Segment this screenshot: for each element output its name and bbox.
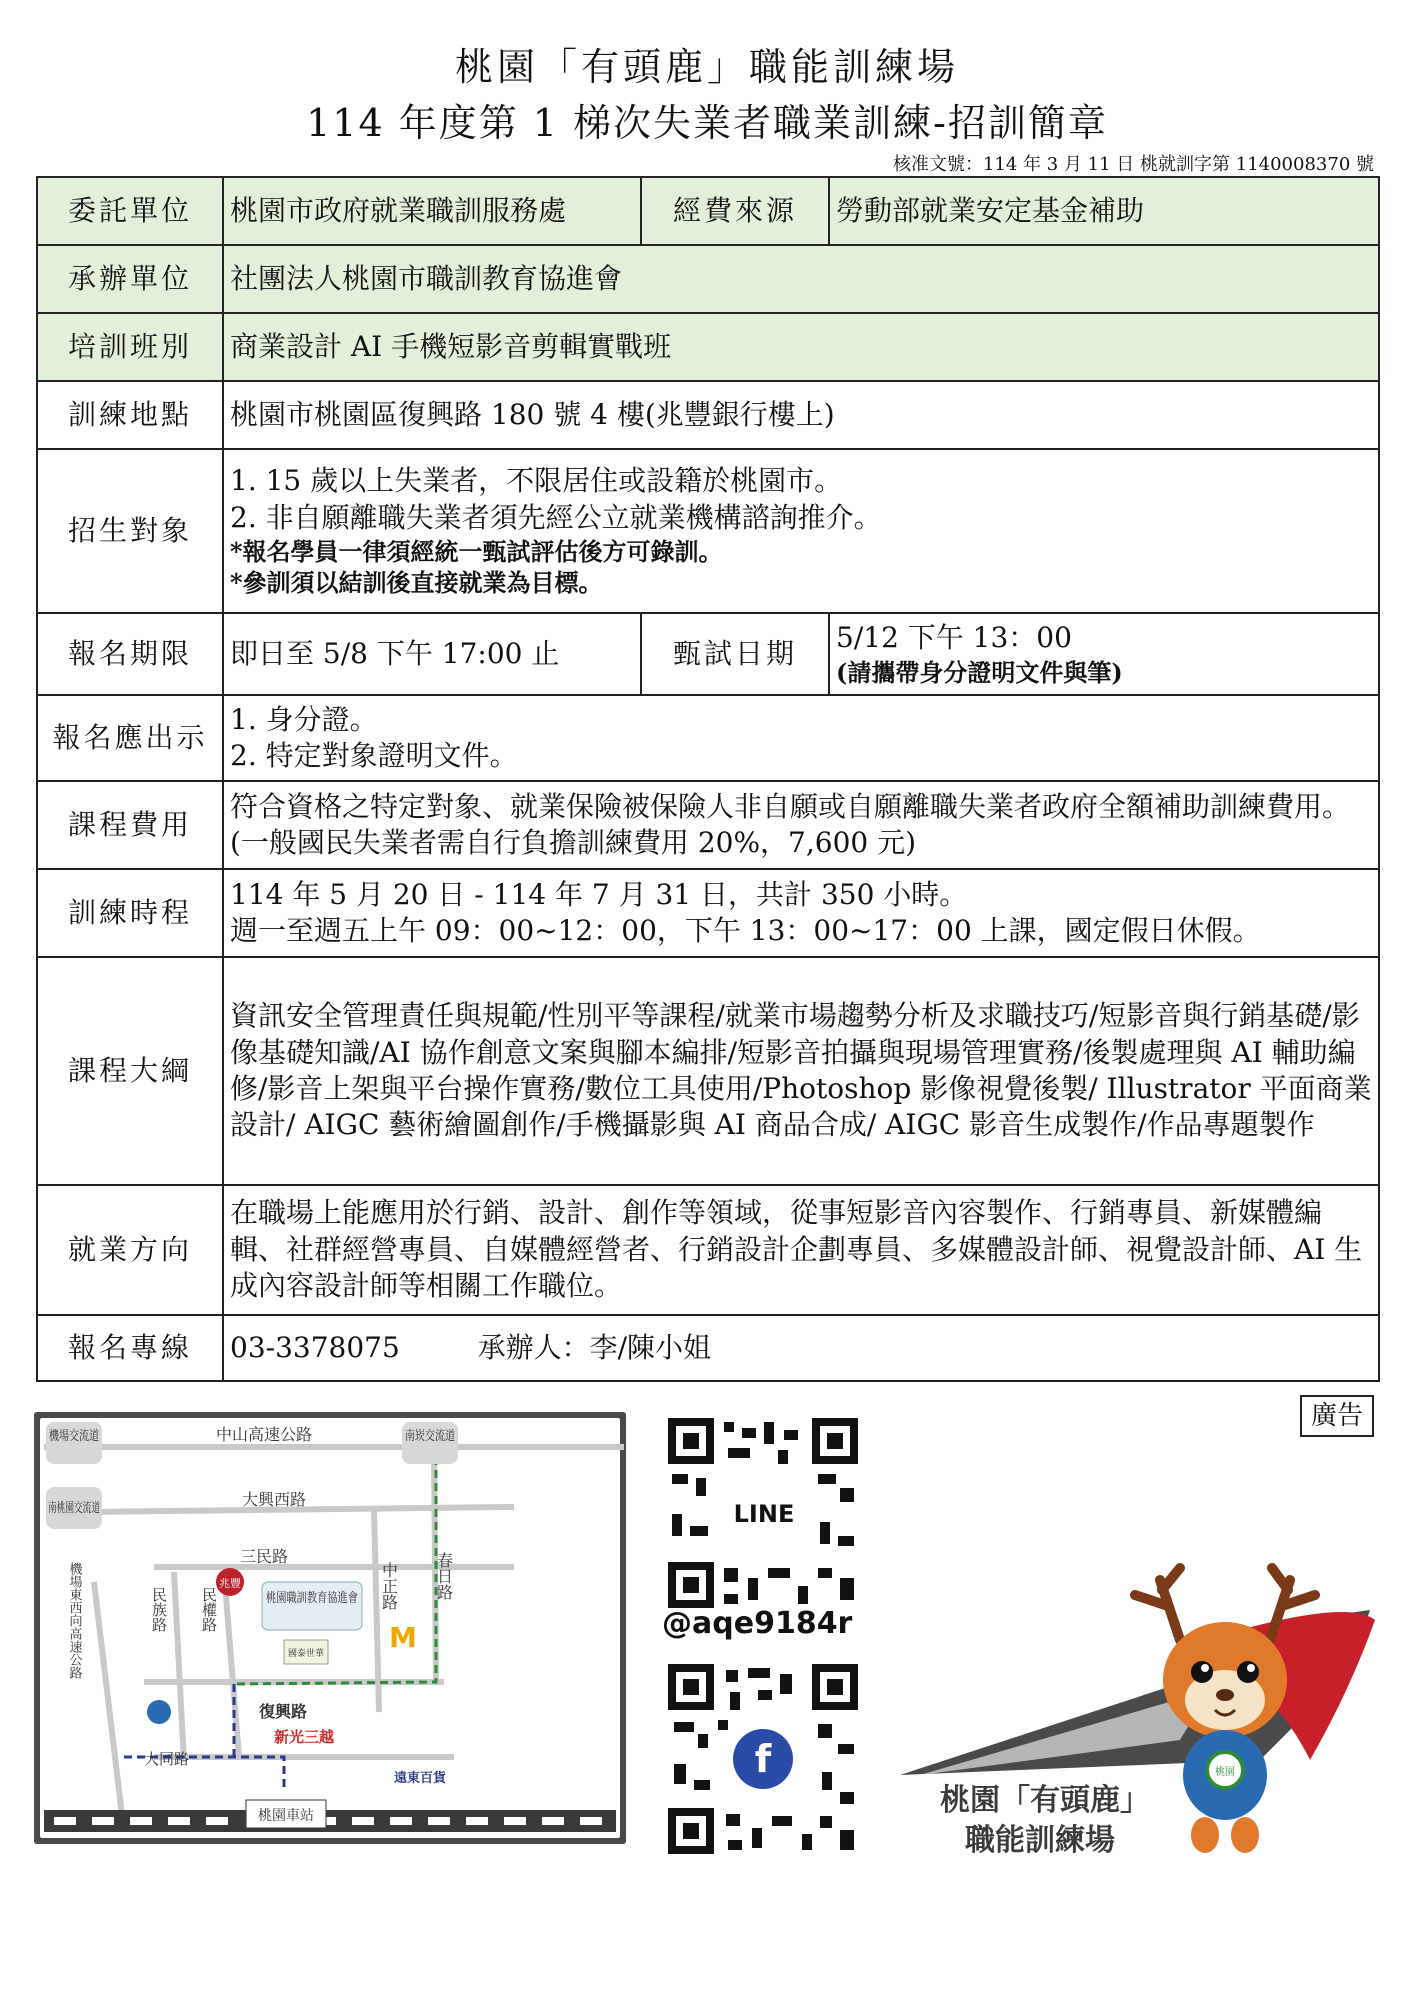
contact-value: 承辦人：李/陳小姐: [477, 1330, 712, 1364]
row-class: [37, 313, 1379, 381]
schedule-line-2: 週一至週五上午 09：00~12：00，下午 13：00~17：00 上課，國定假日休假。: [230, 914, 1261, 947]
sanmin-label: 三民路: [239, 1547, 289, 1566]
row-commission: [37, 177, 1379, 245]
schedule-line-1: 114 年 5 月 20 日 - 114 年 7 月 31 日，共計 350 小時。: [230, 877, 968, 911]
reg-period-label: 報名期限: [37, 613, 223, 695]
hotline-value: 03-3378075: [230, 1330, 400, 1364]
fee-value: 符合資格之特定對象、就業保險被保險人非自願或自願離職失業者政府全額補助訓練費用。(一般國民失業者需自行負擔訓練費用 20%，7,600 元): [223, 781, 1379, 869]
career-value: 在職場上能應用於行銷、設計、創作等領域，從事短影音內容製作、行銷專員、新媒體編輯、社群經營專員、自媒體經營者、行銷設計企劃專員、多媒體設計師、視覺設計師、AI 生成內容設計師等相關工作職位。: [223, 1185, 1379, 1315]
outline-label: 課程大綱: [37, 957, 223, 1185]
line-handle[interactable]: @aqe9184r: [662, 1606, 853, 1641]
target-item-2: 2. 非自願離職失業者須先經公立就業機構諮詢推介。: [230, 500, 882, 534]
east-west-fwy-label: 機場東西向高速公路: [66, 1562, 82, 1679]
target-note-1: *報名學員一律須經統一甄試評估後方可錄訓。: [230, 537, 723, 567]
location-value: 桃園市桃園區復興路 180 號 4 樓(兆豐銀行樓上): [223, 381, 1379, 449]
schedule-cell: [223, 869, 1379, 957]
page-subtitle: 114 年度第 1 梯次失業者職業訓練-招訓簡章: [306, 101, 1108, 145]
row-target: [37, 449, 1379, 613]
daxing-w-label: 大興西路: [241, 1490, 307, 1509]
fareastern-label: 遠東百貨: [394, 1771, 447, 1786]
outline-value: 資訊安全管理責任與規範/性別平等課程/就業市場趨勢分析及求職技巧/短影音與行銷基礎/影像基礎知識/AI 協作創意文案與腳本編排/短影音拍攝與現場管理實務/後製處理與 AI 輔助編修/影音上架與平台操作實務/數位工具使用/Photoshop 影像視覺後製/ Illustrator 平面商業設計/ AIGC 藝術繪圖創作/手機攝影與 AI 商品合成/ AIGC 影音生成製作/作品專題製作: [223, 957, 1379, 1185]
row-hotline: [37, 1315, 1379, 1381]
organizer-value: 社團法人桃園市職訓教育協進會: [223, 245, 1379, 313]
docs-item-1: 1. 身分證。: [230, 702, 378, 736]
station-label: 桃園車站: [258, 1808, 314, 1824]
docs-item-2: 2. 特定對象證明文件。: [230, 739, 518, 772]
row-schedule: [37, 869, 1379, 957]
nankan-ic-label: 南崁交流道: [405, 1429, 471, 1444]
row-outline: [37, 957, 1379, 1185]
info-table: [36, 176, 1380, 1382]
datong-label: 大同路: [144, 1750, 190, 1768]
page-title: 桃園「有頭鹿」職能訓練場: [454, 45, 959, 89]
docs-cell: [223, 695, 1379, 781]
row-registration: [37, 613, 1379, 695]
approval-number: 核准文號：114 年 3 月 11 日 桃就訓字第 1140008370 號: [892, 154, 1374, 175]
line-qr-code[interactable]: [668, 1418, 858, 1608]
mascot-text-2: 職能訓練場: [965, 1823, 1115, 1858]
row-fee: [37, 781, 1379, 869]
row-organizer: [37, 245, 1379, 313]
mega-bank-label: 兆豐: [219, 1577, 241, 1590]
institute-label: 桃園職訓教育協進會: [266, 1591, 384, 1606]
institute-box: [262, 1582, 384, 1630]
zhongzheng-label: 中正路: [379, 1562, 399, 1610]
deer-mascot: [880, 1560, 1380, 1860]
minzu-label: 民族路: [150, 1587, 168, 1632]
career-label: 就業方向: [37, 1185, 223, 1315]
facebook-qr-code[interactable]: [668, 1664, 858, 1854]
target-note-2: *參訓須以結訓後直接就業為目標。: [230, 568, 603, 598]
hotline-cell: [223, 1315, 1379, 1381]
location-label: 訓練地點: [37, 381, 223, 449]
fuxing-label: 復興路: [259, 1702, 308, 1721]
target-cell: [223, 449, 1379, 613]
organizer-label: 承辦單位: [37, 245, 223, 313]
line-label: LINE: [733, 1500, 795, 1528]
railway-ties: [54, 1817, 602, 1825]
class-value: 商業設計 AI 手機短影音剪輯實戰班: [223, 313, 1379, 381]
exam-value: 5/12 下午 13：00: [836, 621, 1072, 655]
fee-label: 課程費用: [37, 781, 223, 869]
commission-label: 委託單位: [37, 177, 223, 245]
row-career: [37, 1185, 1379, 1315]
docs-label: 報名應出示: [37, 695, 223, 781]
funding-label: 經費來源: [641, 177, 829, 245]
mascot-badge: 桃園: [1215, 1767, 1235, 1778]
mcdonalds-icon: M: [389, 1621, 417, 1654]
class-label: 培訓班別: [37, 313, 223, 381]
minquan-label: 民權路: [200, 1587, 218, 1632]
row-location: [37, 381, 1379, 449]
south-taoyuan-ic-label: 南桃園交流道: [48, 1501, 127, 1516]
chunri-label: 春日路: [434, 1552, 454, 1600]
cathay-bank-icon: [147, 1700, 171, 1724]
row-docs: [37, 695, 1379, 781]
cathay-label: 國泰世華: [287, 1649, 325, 1659]
zhongshan-fwy-label: 中山高速公路: [215, 1425, 313, 1444]
exam-cell: [829, 613, 1379, 695]
exam-note: (請攜帶身分證明文件與筆): [836, 657, 1123, 687]
target-label: 招生對象: [37, 449, 223, 613]
mascot-text-1: 桃園「有頭鹿」: [940, 1783, 1150, 1818]
airport-ic-label: 機場交流道: [49, 1429, 115, 1444]
ad-label: 廣告: [1300, 1395, 1374, 1437]
facebook-glyph: f: [754, 1737, 772, 1781]
funding-value: 勞動部就業安定基金補助: [829, 177, 1379, 245]
hotline-label: 報名專線: [37, 1315, 223, 1381]
exam-label: 甄試日期: [641, 613, 829, 695]
shinkong-label: 新光三越: [274, 1728, 335, 1746]
target-item-1: 1. 15 歲以上失業者，不限居住或設籍於桃園市。: [230, 464, 843, 498]
commission-value: 桃園市政府就業職訓服務處: [223, 177, 641, 245]
location-map: [34, 1412, 626, 1844]
reg-period-value: 即日至 5/8 下午 17:00 止: [223, 613, 641, 695]
schedule-label: 訓練時程: [37, 869, 223, 957]
